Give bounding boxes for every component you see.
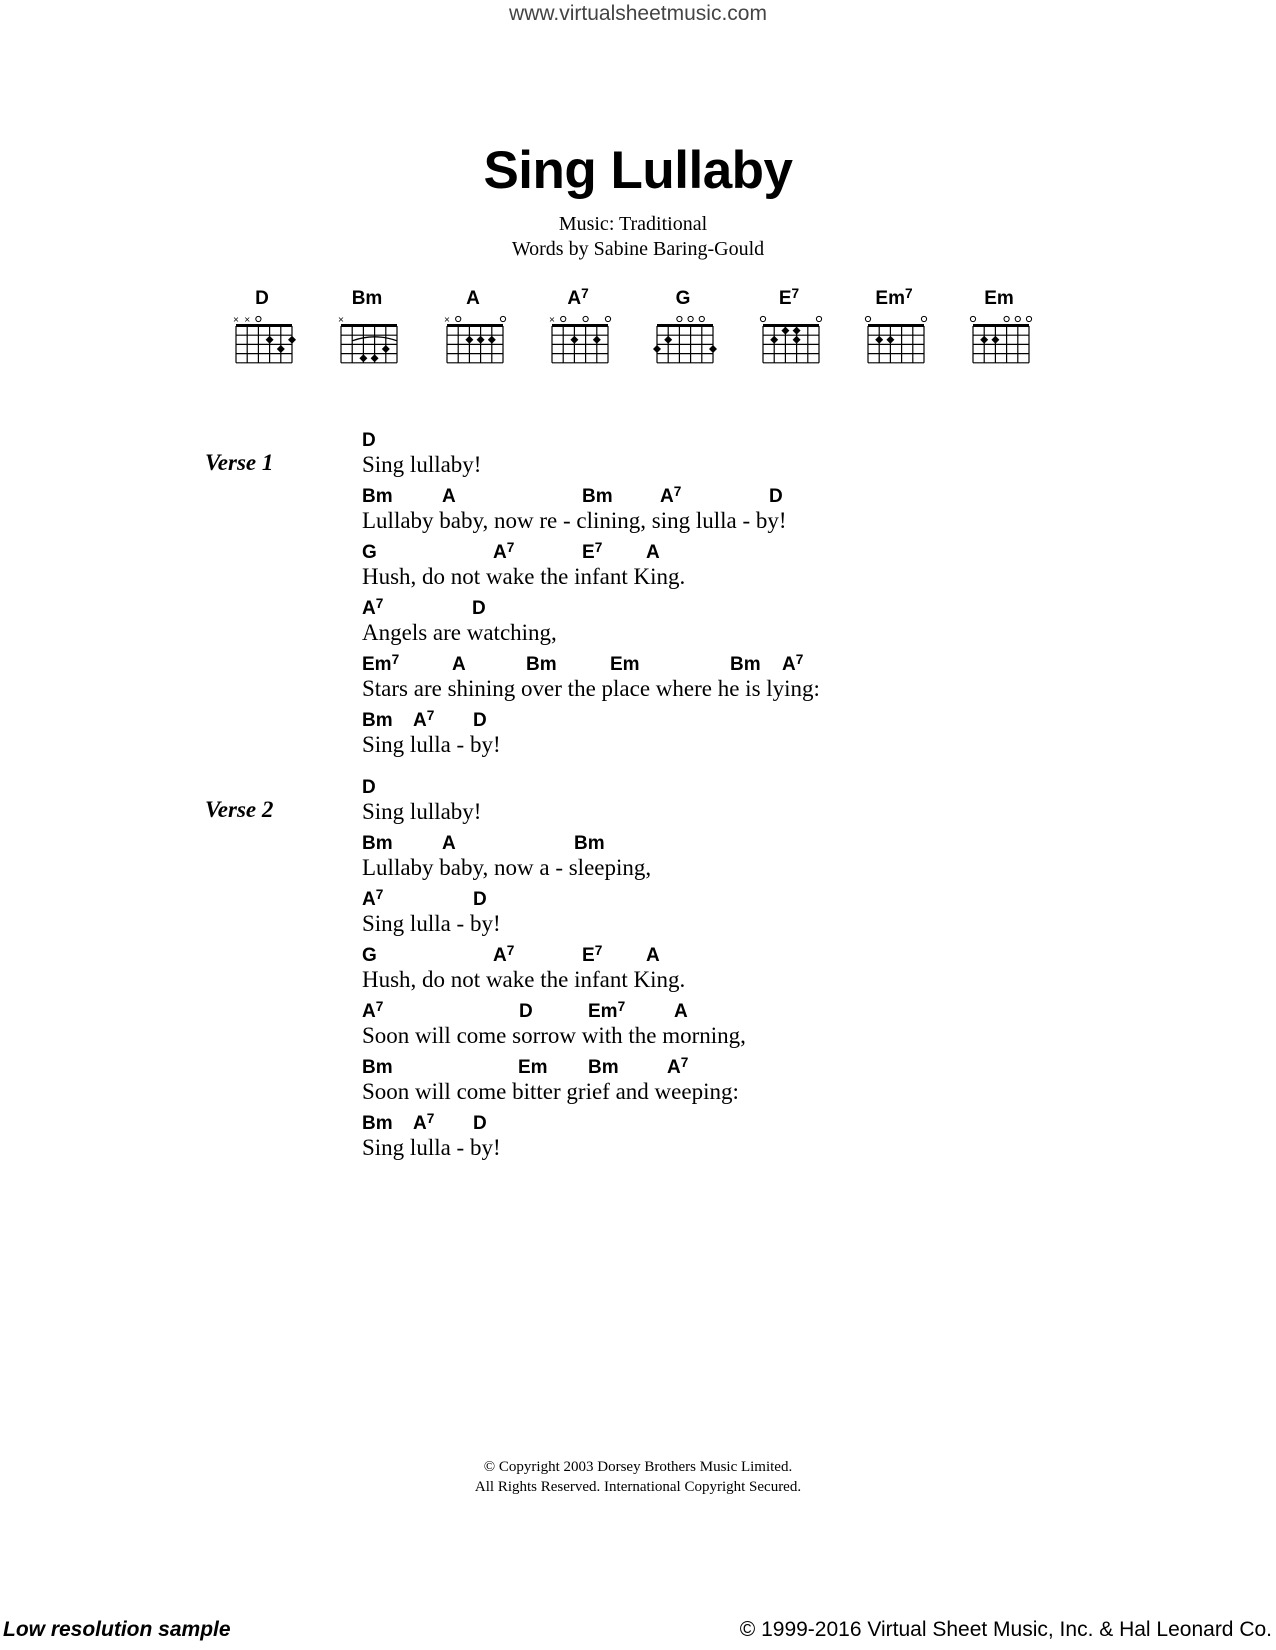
chord-symbol bbox=[413, 710, 434, 732]
lyric-text: Lullaby baby, now re - clining, sing lulla - by! bbox=[362, 508, 787, 533]
chord-symbol-superscript: 7 bbox=[795, 652, 804, 667]
chord-symbol-name: Bm bbox=[582, 486, 613, 507]
chord-symbol bbox=[473, 1113, 487, 1135]
chord-symbol-name: D bbox=[362, 777, 376, 798]
chord-row bbox=[362, 1001, 746, 1023]
open-string-marker bbox=[500, 316, 505, 321]
chord-symbol bbox=[362, 1057, 393, 1079]
finger-dot bbox=[653, 345, 661, 353]
chord-symbol-name: Bm bbox=[588, 1057, 619, 1078]
lyric-line bbox=[362, 654, 820, 710]
chord-symbol bbox=[362, 777, 376, 799]
chord-symbol bbox=[646, 945, 660, 967]
finger-dot bbox=[781, 327, 789, 335]
finger-dot bbox=[371, 354, 379, 362]
chord-symbol-name: A bbox=[452, 654, 466, 675]
chord-symbol-name: A bbox=[362, 598, 376, 619]
chord-row bbox=[362, 1057, 746, 1079]
chord-symbol bbox=[442, 486, 456, 508]
chord-symbol bbox=[518, 1057, 548, 1079]
chord-symbol bbox=[362, 710, 393, 732]
finger-dot bbox=[382, 345, 390, 353]
open-string-marker bbox=[921, 316, 926, 321]
music-credit: Music: Traditional bbox=[558, 213, 708, 235]
chord-symbol-name: Em bbox=[518, 1057, 548, 1078]
chord-symbol-name: D bbox=[473, 710, 487, 731]
chord-symbol-superscript: 7 bbox=[375, 887, 384, 902]
chord-symbol-superscript: 7 bbox=[680, 1055, 689, 1070]
chord-name-text: Em bbox=[984, 288, 1014, 309]
lyric-text: Sing lullaby! bbox=[362, 799, 482, 824]
chord-row bbox=[362, 486, 820, 508]
chord-diagram bbox=[753, 288, 825, 368]
finger-dot bbox=[793, 327, 801, 335]
open-string-marker bbox=[816, 316, 821, 321]
lyric-line bbox=[362, 598, 820, 654]
chord-diagram-name bbox=[331, 288, 403, 310]
chord-symbol bbox=[526, 654, 557, 676]
nut bbox=[447, 324, 503, 327]
chord-symbol bbox=[442, 833, 456, 855]
open-string-marker bbox=[456, 316, 461, 321]
chord-symbol bbox=[362, 889, 383, 911]
chord-symbol-name: A bbox=[442, 833, 456, 854]
lyric-line bbox=[362, 1001, 746, 1057]
chord-symbol-name: A bbox=[413, 710, 427, 731]
lyric-text: Lullaby baby, now a - sleeping, bbox=[362, 855, 652, 880]
chord-symbol bbox=[769, 486, 783, 508]
chord-symbol bbox=[519, 1001, 533, 1023]
lyric-text: Stars are shining over the place where he is lying: bbox=[362, 676, 820, 701]
chord-symbol bbox=[473, 710, 487, 732]
chord-symbol-name: D bbox=[519, 1001, 533, 1022]
chord-symbol-name: Bm bbox=[362, 833, 393, 854]
finger-dot bbox=[277, 345, 285, 353]
muted-string-marker: × bbox=[548, 315, 556, 324]
nut bbox=[973, 324, 1029, 327]
chord-row bbox=[362, 430, 820, 452]
finger-dot bbox=[359, 354, 367, 362]
chord-symbol-superscript: 7 bbox=[426, 708, 435, 723]
chord-symbol-superscript: 7 bbox=[375, 999, 384, 1014]
fretboard-grid bbox=[647, 312, 719, 368]
finger-dot bbox=[266, 336, 274, 344]
chord-row bbox=[362, 777, 746, 799]
chord-symbol-name: Em bbox=[610, 654, 640, 675]
chord-symbol-superscript: 7 bbox=[594, 540, 603, 555]
chord-symbol-superscript: 7 bbox=[506, 540, 515, 555]
chord-symbol bbox=[362, 833, 393, 855]
finger-dot bbox=[875, 336, 883, 344]
finger-dot bbox=[477, 336, 485, 344]
chord-row bbox=[362, 945, 746, 967]
copyright-line-2: All Rights Reserved. International Copyright Secured. bbox=[474, 1479, 802, 1495]
open-string-marker bbox=[688, 316, 693, 321]
lyric-line bbox=[362, 430, 820, 486]
chord-symbol-name: G bbox=[362, 542, 377, 563]
muted-string-marker: × bbox=[337, 315, 345, 324]
chord-symbol bbox=[674, 1001, 688, 1023]
chord-symbol bbox=[582, 542, 602, 564]
chord-row bbox=[362, 654, 820, 676]
chord-symbol-name: A bbox=[646, 945, 660, 966]
finger-dot bbox=[664, 336, 672, 344]
finger-dot bbox=[593, 336, 601, 344]
finger-dot bbox=[793, 336, 801, 344]
chord-symbol-name: Bm bbox=[730, 654, 761, 675]
chord-symbol-name: E bbox=[582, 542, 595, 563]
chord-symbol-name: E bbox=[582, 945, 595, 966]
chord-symbol bbox=[667, 1057, 688, 1079]
chord-name-text: A bbox=[567, 288, 582, 309]
chord-symbol-name: Bm bbox=[362, 710, 393, 731]
chord-symbol bbox=[574, 833, 605, 855]
nut bbox=[868, 324, 924, 327]
finger-dot bbox=[288, 336, 296, 344]
nut bbox=[657, 324, 713, 327]
chord-diagram bbox=[647, 288, 719, 368]
chord-symbol bbox=[452, 654, 466, 676]
open-string-marker bbox=[583, 316, 588, 321]
chord-diagram-name bbox=[963, 288, 1035, 310]
chord-symbol bbox=[362, 1113, 393, 1135]
chord-symbol bbox=[362, 945, 377, 967]
chord-symbol-name: Em bbox=[588, 1001, 618, 1022]
chord-symbol bbox=[610, 654, 640, 676]
chord-symbol bbox=[362, 1001, 383, 1023]
chord-symbol bbox=[730, 654, 761, 676]
chord-diagram bbox=[226, 288, 298, 368]
finger-dot bbox=[709, 345, 717, 353]
nut bbox=[763, 324, 819, 327]
finger-dot bbox=[980, 336, 988, 344]
open-string-marker bbox=[605, 316, 610, 321]
verse-2-block bbox=[362, 777, 746, 1169]
chord-symbol-name: Bm bbox=[526, 654, 557, 675]
words-credit: Words by Sabine Baring-Gould bbox=[511, 238, 765, 260]
chord-symbol bbox=[413, 1113, 434, 1135]
chord-symbol-name: A bbox=[660, 486, 674, 507]
chord-symbol-name: A bbox=[667, 1057, 681, 1078]
open-string-marker bbox=[970, 316, 975, 321]
chord-diagram-name bbox=[858, 288, 930, 310]
chord-name-text: E bbox=[778, 288, 792, 309]
chord-symbol bbox=[582, 945, 602, 967]
finger-dot bbox=[991, 336, 999, 344]
chord-name-text: Em bbox=[875, 288, 905, 309]
site-url: www.virtualsheetmusic.com bbox=[509, 2, 767, 25]
chord-symbol-name: A bbox=[413, 1113, 427, 1134]
nut bbox=[236, 324, 292, 327]
lyric-text: Sing lulla - by! bbox=[362, 1135, 501, 1160]
chord-symbol-superscript: 7 bbox=[594, 943, 603, 958]
verse-1-block bbox=[362, 430, 820, 766]
chord-symbol bbox=[588, 1057, 619, 1079]
chord-superscript: 7 bbox=[904, 286, 913, 301]
open-string-marker bbox=[561, 316, 566, 321]
chord-diagram-name bbox=[437, 288, 509, 310]
chord-diagram bbox=[331, 288, 403, 368]
chord-name-text: A bbox=[466, 288, 480, 309]
chord-symbol-name: A bbox=[674, 1001, 688, 1022]
song-title: Sing Lullaby bbox=[483, 141, 793, 200]
chord-symbol-name: A bbox=[442, 486, 456, 507]
lyric-text: Sing lulla - by! bbox=[362, 732, 501, 757]
fretboard-grid bbox=[437, 312, 509, 368]
fretboard-grid bbox=[226, 312, 298, 368]
fretboard-grid bbox=[858, 312, 930, 368]
section-label-verse-1: Verse 1 bbox=[205, 450, 274, 475]
lyric-line bbox=[362, 1057, 746, 1113]
open-string-marker bbox=[865, 316, 870, 321]
open-string-marker bbox=[1026, 316, 1031, 321]
chord-name-text: G bbox=[675, 288, 691, 309]
lyric-line bbox=[362, 486, 820, 542]
chord-diagram-name bbox=[226, 288, 298, 310]
lyric-text: Hush, do not wake the infant King. bbox=[362, 564, 686, 589]
chord-row bbox=[362, 1113, 746, 1135]
muted-string-marker: × bbox=[443, 315, 451, 324]
lyric-line bbox=[362, 833, 746, 889]
chord-diagram bbox=[858, 288, 930, 368]
chord-symbol bbox=[362, 654, 399, 676]
chord-symbol-name: Bm bbox=[362, 1057, 393, 1078]
lyric-text: Soon will come sorrow with the morning, bbox=[362, 1023, 746, 1048]
chord-symbol bbox=[362, 598, 383, 620]
chord-symbol-name: A bbox=[362, 889, 376, 910]
lyric-text: Sing lullaby! bbox=[362, 452, 482, 477]
chord-row bbox=[362, 710, 820, 732]
lyric-text: Sing lulla - by! bbox=[362, 911, 501, 936]
chord-symbol bbox=[362, 542, 377, 564]
chord-diagram-name bbox=[542, 288, 614, 310]
finger-dot bbox=[570, 336, 578, 344]
finger-dot bbox=[770, 336, 778, 344]
chord-symbol bbox=[582, 486, 613, 508]
chord-symbol-name: A bbox=[362, 1001, 376, 1022]
low-resolution-notice: Low resolution sample bbox=[3, 1618, 231, 1641]
chord-symbol-name: D bbox=[473, 889, 487, 910]
chord-symbol-superscript: 7 bbox=[617, 999, 626, 1014]
chord-symbol-name: Bm bbox=[574, 833, 605, 854]
open-string-marker bbox=[256, 316, 261, 321]
chord-row bbox=[362, 833, 746, 855]
chord-symbol bbox=[660, 486, 681, 508]
chord-symbol bbox=[362, 486, 393, 508]
finger-dot bbox=[465, 336, 473, 344]
chord-row bbox=[362, 598, 820, 620]
fretboard-grid bbox=[331, 312, 403, 368]
lyric-line bbox=[362, 710, 820, 766]
open-string-marker bbox=[760, 316, 765, 321]
lyric-text: Angels are watching, bbox=[362, 620, 557, 645]
fretboard-grid bbox=[542, 312, 614, 368]
lyric-line bbox=[362, 777, 746, 833]
chord-symbol-name: D bbox=[473, 1113, 487, 1134]
finger-dot bbox=[886, 336, 894, 344]
chord-symbol bbox=[472, 598, 486, 620]
chord-row bbox=[362, 889, 746, 911]
chord-diagram bbox=[963, 288, 1035, 368]
chord-symbol-superscript: 7 bbox=[673, 484, 682, 499]
finger-dot bbox=[488, 336, 496, 344]
chord-name-text: D bbox=[255, 288, 269, 309]
open-string-marker bbox=[699, 316, 704, 321]
lyric-text: Hush, do not wake the infant King. bbox=[362, 967, 686, 992]
copyright-line-1: © Copyright 2003 Dorsey Brothers Music Limited. bbox=[483, 1459, 793, 1475]
chord-diagram bbox=[437, 288, 509, 368]
chord-symbol bbox=[362, 430, 376, 452]
lyric-line bbox=[362, 1113, 746, 1169]
chord-symbol-name: A bbox=[493, 945, 507, 966]
chord-diagram-name bbox=[753, 288, 825, 310]
lyric-line bbox=[362, 945, 746, 1001]
chord-symbol-superscript: 7 bbox=[426, 1111, 435, 1126]
chord-diagram bbox=[542, 288, 614, 368]
chord-row bbox=[362, 542, 820, 564]
open-string-marker bbox=[677, 316, 682, 321]
chord-symbol bbox=[588, 1001, 625, 1023]
chord-symbol bbox=[493, 945, 514, 967]
chord-symbol bbox=[473, 889, 487, 911]
chord-symbol-name: D bbox=[362, 430, 376, 451]
chord-symbol-name: G bbox=[362, 945, 377, 966]
section-label-verse-2: Verse 2 bbox=[205, 797, 274, 822]
footer-copyright: © 1999-2016 Virtual Sheet Music, Inc. & Hal Leonard Co. bbox=[739, 1618, 1272, 1641]
nut bbox=[552, 324, 608, 327]
chord-symbol-name: A bbox=[782, 654, 796, 675]
nut bbox=[341, 324, 397, 327]
lyric-text: Soon will come bitter grief and weeping: bbox=[362, 1079, 739, 1104]
fretboard-grid bbox=[963, 312, 1035, 368]
chord-name-text: Bm bbox=[351, 288, 383, 309]
chord-symbol bbox=[646, 542, 660, 564]
fretboard-grid bbox=[753, 312, 825, 368]
chord-symbol-superscript: 7 bbox=[375, 596, 384, 611]
chord-symbol bbox=[493, 542, 514, 564]
open-string-marker bbox=[1015, 316, 1020, 321]
muted-string-marker: × bbox=[243, 315, 251, 324]
chord-symbol-name: Bm bbox=[362, 486, 393, 507]
muted-string-marker: × bbox=[232, 315, 240, 324]
chord-symbol-name: D bbox=[769, 486, 783, 507]
chord-symbol-name: Em bbox=[362, 654, 392, 675]
chord-symbol-superscript: 7 bbox=[506, 943, 515, 958]
chord-symbol bbox=[782, 654, 803, 676]
chord-symbol-name: Bm bbox=[362, 1113, 393, 1134]
chord-symbol-name: A bbox=[493, 542, 507, 563]
lyric-line bbox=[362, 542, 820, 598]
chord-symbol-name: D bbox=[472, 598, 486, 619]
open-string-marker bbox=[1004, 316, 1009, 321]
chord-symbol-superscript: 7 bbox=[391, 652, 400, 667]
lyric-line bbox=[362, 889, 746, 945]
chord-diagram-name bbox=[647, 288, 719, 310]
chord-superscript: 7 bbox=[581, 286, 589, 301]
chord-symbol-name: A bbox=[646, 542, 660, 563]
chord-superscript: 7 bbox=[791, 286, 800, 301]
